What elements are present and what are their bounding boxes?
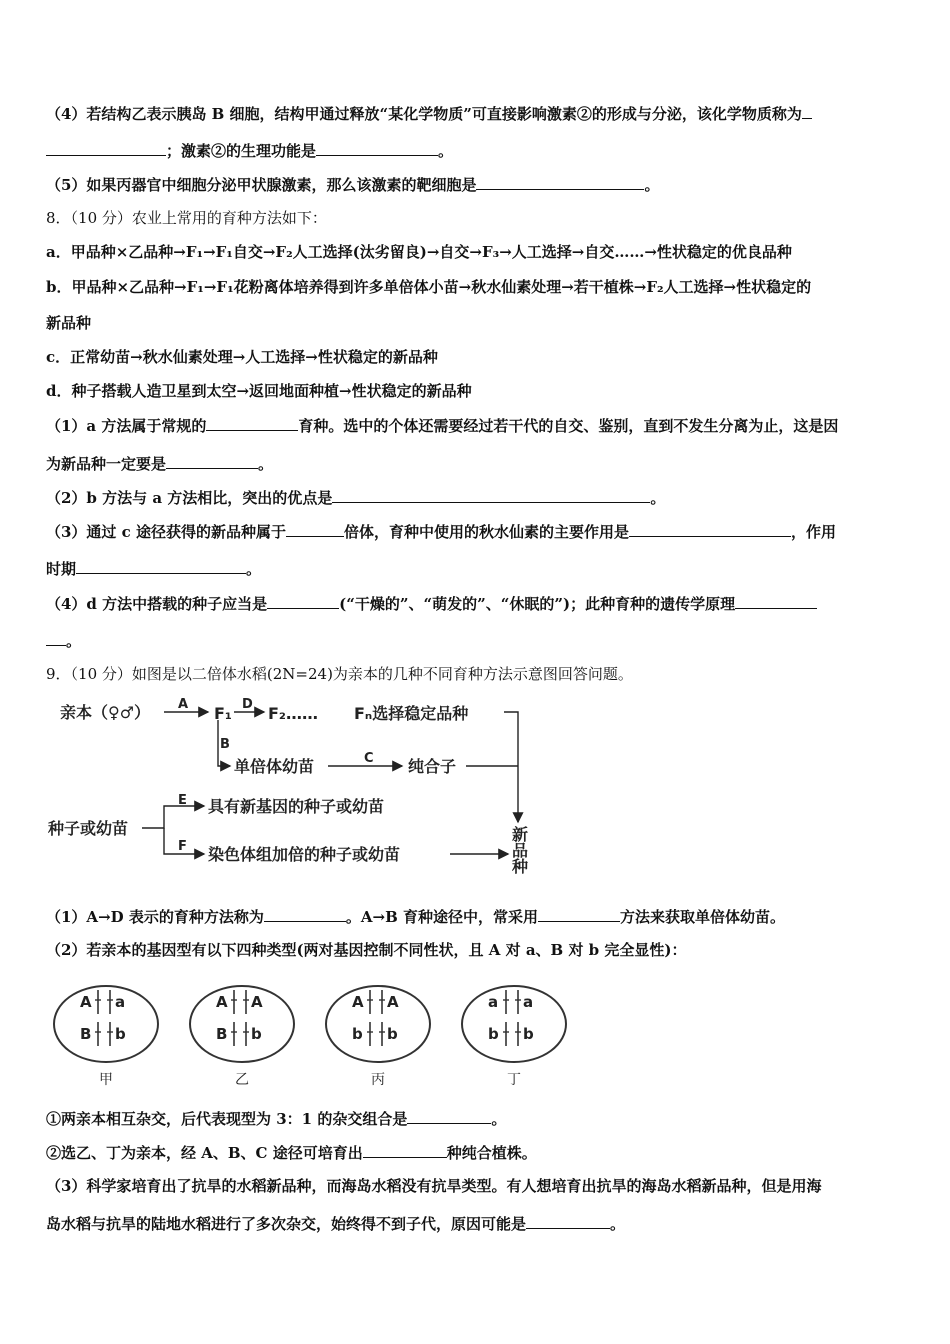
diagram-seed: 种子或幼苗 <box>48 819 129 838</box>
cell-outline <box>190 986 294 1062</box>
q8-method-d: d．种子搭载人造卫星到太空→返回地面种植→性状稳定的新品种 <box>46 382 472 400</box>
answer-blank[interactable] <box>526 1213 610 1229</box>
answer-blank[interactable] <box>267 593 339 609</box>
diagram-newvar-3: 种 <box>512 857 529 876</box>
diagram-label-E: E <box>178 793 187 808</box>
allele-label: b <box>387 1025 398 1043</box>
q7-part4-line1: （4）若结构乙表示胰岛 B 细胞，结构甲通过释放“某化学物质”可直接影响激素②的形成与分泌，该化学物质称为 <box>46 103 812 124</box>
allele-label: A <box>216 993 228 1011</box>
answer-blank[interactable] <box>286 521 344 537</box>
allele-label: a <box>115 993 126 1011</box>
allele-label: A <box>352 993 364 1011</box>
cell-outline <box>54 986 158 1062</box>
diagram-doubled: 染色体组加倍的种子或幼苗 <box>208 845 401 864</box>
q8-sub3-line2: 时期 。 <box>46 560 262 578</box>
diagram-newvar-1: 新 <box>512 825 529 844</box>
q9-sub1: （1）A→D 表示的育种方法称为 。A→B 育种途径中，常采用 方法来获取单倍体幼苗。 <box>46 908 785 926</box>
answer-blank[interactable] <box>316 140 438 156</box>
allele-label: b <box>523 1025 534 1043</box>
diagram-F2: F₂…… <box>268 704 318 723</box>
q8-method-c: c．正常幼苗→秋水仙素处理→人工选择→性状稳定的新品种 <box>46 348 438 366</box>
cell-outline <box>462 986 566 1062</box>
cell-outline <box>326 986 430 1062</box>
allele-label: b <box>115 1025 126 1043</box>
answer-blank[interactable] <box>476 174 644 190</box>
answer-blank[interactable] <box>332 487 650 503</box>
arrow-E <box>142 806 204 828</box>
diagram-label-B: B <box>220 737 230 752</box>
answer-blank[interactable] <box>46 140 166 156</box>
allele-label: A <box>251 993 263 1011</box>
cell-label: 丙 <box>371 1072 385 1088</box>
diagram-haploid: 单倍体幼苗 <box>234 757 315 776</box>
cell-label: 丁 <box>507 1072 521 1088</box>
answer-blank[interactable] <box>76 558 246 574</box>
diagram-F1: F₁ <box>214 704 232 723</box>
allele-label: A <box>387 993 399 1011</box>
q9-heading: 9．（10 分）如图是以二倍体水稻(2N=24)为亲本的几种不同育种方法示意图回答问题。 <box>46 665 633 683</box>
diagram-newgene: 具有新基因的种子或幼苗 <box>208 797 385 816</box>
answer-blank[interactable] <box>264 906 346 922</box>
diagram-newvar-2: 品 <box>512 841 529 860</box>
q8-sub2: （2）b 方法与 a 方法相比，突出的优点是 。 <box>46 489 666 507</box>
q8-method-a: a．甲品种×乙品种→F₁→F₁自交→F₂人工选择(汰劣留良)→自交→F₃→人工选择→自交……→性状稳定的优良品种 <box>46 243 792 261</box>
genotype-cells <box>50 978 610 1093</box>
diagram-label-F: F <box>178 839 187 854</box>
q8-method-b-line2: 新品种 <box>46 314 92 332</box>
breeding-diagram <box>46 692 546 882</box>
allele-label: b <box>251 1025 262 1043</box>
diagram-label-C: C <box>364 751 374 766</box>
q9-sub2-item1: ①两亲本相互杂交，后代表现型为 3：1 的杂交组合是 。 <box>46 1110 507 1128</box>
answer-blank[interactable] <box>206 415 298 431</box>
arrow-Fn-to-new <box>504 712 518 822</box>
q7-part5: （5）如果丙器官中细胞分泌甲状腺激素，那么该激素的靶细胞是 。 <box>46 176 660 194</box>
q8-sub3-line1: （3）通过 c 途径获得的新品种属于 倍体，育种中使用的秋水仙素的主要作用是 ，作用 <box>46 523 837 541</box>
q7-part4-line2: ；激素②的生理功能是 。 <box>46 140 453 161</box>
q9-sub2: （2）若亲本的基因型有以下四种类型(两对基因控制不同性状，且 A 对 a、B 对 b 完全显性)： <box>46 941 687 959</box>
answer-blank[interactable] <box>46 630 66 646</box>
diagram-pure: 纯合子 <box>408 757 457 776</box>
q9-sub3-line1: （3）科学家培育出了抗旱的水稻新品种，而海岛水稻没有抗旱类型。有人想培育出抗旱的海岛水稻新品种，但是用海 <box>46 1177 822 1195</box>
allele-label: a <box>488 993 499 1011</box>
answer-blank[interactable] <box>166 453 258 469</box>
q8-heading: 8．（10 分）农业上常用的育种方法如下： <box>46 209 327 227</box>
cell-label: 甲 <box>99 1072 113 1088</box>
allele-label: b <box>488 1025 499 1043</box>
q8-sub1-line1: （1）a 方法属于常规的 育种。选中的个体还需要经过若干代的自交、鉴别，直到不发生分离为止，这是因 <box>46 417 839 435</box>
allele-label: B <box>80 1025 92 1043</box>
q8-sub4-line2: 。 <box>46 630 81 651</box>
cell-label: 乙 <box>235 1072 249 1088</box>
allele-label: B <box>216 1025 228 1043</box>
allele-label: A <box>80 993 92 1011</box>
q8-method-b-line1: b．甲品种×乙品种→F₁→F₁花粉离体培养得到许多单倍体小苗→秋水仙素处理→若干植株→F₂人工选择→性状稳定的 <box>46 278 812 296</box>
allele-label: b <box>352 1025 363 1043</box>
answer-blank[interactable] <box>538 906 620 922</box>
answer-blank[interactable] <box>802 103 812 119</box>
answer-blank[interactable] <box>629 521 791 537</box>
diagram-Fn: Fₙ选择稳定品种 <box>354 704 469 723</box>
answer-blank[interactable] <box>407 1108 491 1124</box>
allele-label: a <box>523 993 534 1011</box>
q8-sub1-line2: 为新品种一定要是 。 <box>46 455 274 473</box>
diagram-label-D: D <box>242 697 253 712</box>
q9-sub2-item2: ②选乙、丁为亲本，经 A、B、C 途径可培育出 种纯合植株。 <box>46 1144 537 1162</box>
q8-sub4-line1: （4）d 方法中搭载的种子应当是 (“干燥的”、“萌发的”、“休眠的”)；此种育种的遗传学原理 <box>46 593 817 614</box>
diagram-label-A: A <box>178 697 189 712</box>
answer-blank[interactable] <box>735 593 817 609</box>
q9-sub3-line2: 岛水稻与抗旱的陆地水稻进行了多次杂交，始终得不到子代，原因可能是 。 <box>46 1215 626 1233</box>
answer-blank[interactable] <box>363 1142 447 1158</box>
diagram-parent: 亲本（♀♂） <box>60 703 151 722</box>
